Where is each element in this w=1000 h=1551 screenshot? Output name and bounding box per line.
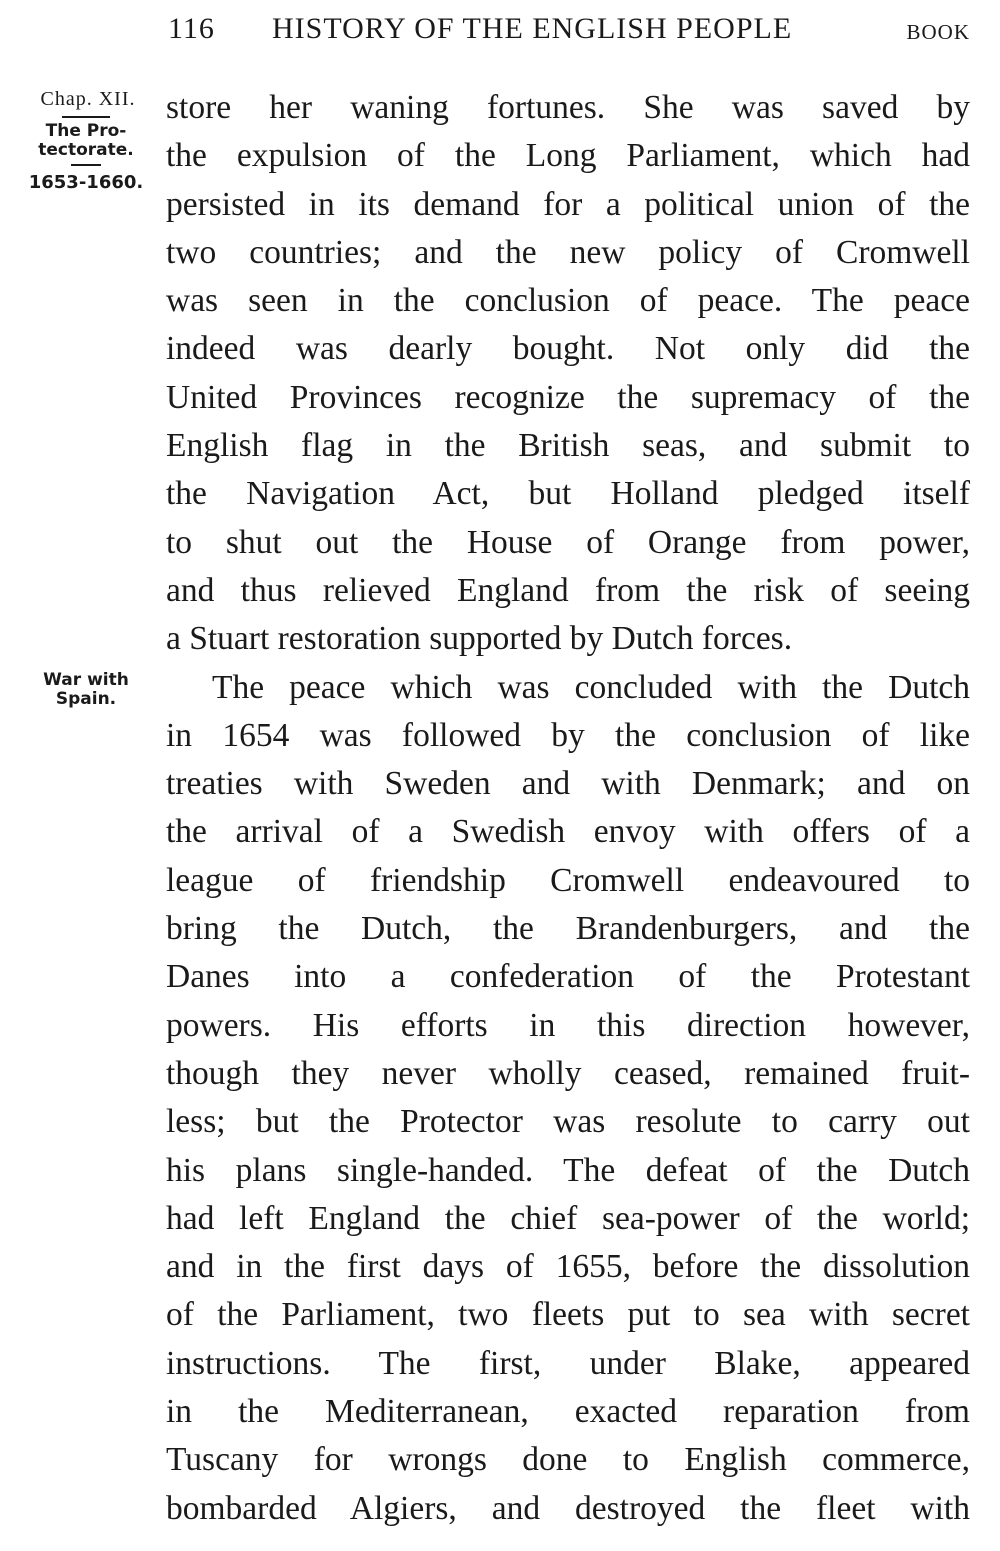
war-note-line-2: Spain. — [55, 689, 117, 709]
text-line: though they never wholly ceased, remained fruit- — [166, 1054, 970, 1092]
text-line: to shut out the House of Orange from power, — [166, 523, 970, 561]
text-line: powers. His efforts in this direction however, — [166, 1006, 970, 1044]
text-line: two countries; and the new policy of Cromwell — [166, 233, 970, 271]
running-title: HISTORY OF THE ENGLISH PEOPLE — [272, 12, 793, 45]
text-line: English flag in the British seas, and submit to — [166, 427, 970, 465]
margin-notes — [16, 88, 156, 194]
running-book-label: BOOK — [906, 20, 970, 44]
text-line: Danes into a confederation of the Protestant — [166, 958, 970, 996]
body-text — [166, 84, 970, 1533]
text-line: his plans single-handed. The defeat of the Dutch — [166, 1151, 970, 1189]
text-line: in the Mediterranean, exacted reparation from — [166, 1393, 970, 1431]
section-note-line-2: tectorate. — [38, 140, 134, 160]
page-number: 116 — [168, 12, 215, 45]
text-line: in 1654 was followed by the conclusion of like — [166, 716, 970, 754]
section-note-line-1: The Pro- — [45, 121, 127, 141]
margin-note-war — [20, 671, 152, 709]
text-line: Tuscany for wrongs done to English commerce, — [166, 1441, 970, 1479]
text-line: of the Parliament, two fleets put to sea with secret — [166, 1296, 970, 1334]
text-line: The peace which was concluded with the Dutch — [212, 668, 970, 706]
text-line: a Stuart restoration supported by Dutch forces. — [166, 620, 793, 658]
text-line: bring the Dutch, the Brandenburgers, and the — [166, 910, 970, 948]
text-line: bombarded Algiers, and destroyed the fleet with — [166, 1489, 970, 1527]
text-line: less; but the Protector was resolute to carry out — [166, 1103, 970, 1141]
running-header — [0, 12, 1000, 52]
text-line: league of friendship Cromwell endeavoured to — [166, 861, 970, 899]
text-line: and thus relieved England from the risk of seeing — [166, 571, 970, 609]
text-line: was seen in the conclusion of peace. The peace — [166, 282, 970, 320]
text-line: treaties with Sweden and with Denmark; and on — [166, 765, 970, 803]
text-line: instructions. The first, under Blake, appeared — [166, 1344, 970, 1382]
text-line: had left England the chief sea-power of the world; — [166, 1199, 970, 1237]
divider — [71, 164, 101, 166]
text-line: and in the first days of 1655, before the dissolution — [166, 1248, 970, 1286]
text-line: the expulsion of the Long Parliament, which had — [166, 137, 970, 175]
text-line: the arrival of a Swedish envoy with offers of a — [166, 813, 970, 851]
text-line: the Navigation Act, but Holland pledged itself — [166, 475, 970, 513]
text-line: United Provinces recognize the supremacy of the — [166, 378, 970, 416]
war-note-line-1: War with — [43, 670, 129, 690]
text-line: indeed was dearly bought. Not only did the — [166, 330, 970, 368]
date-range: 1653-1660. — [28, 172, 144, 193]
chapter-label: Chap. XII. — [40, 88, 136, 110]
text-line: persisted in its demand for a political union of the — [166, 185, 970, 223]
divider — [62, 116, 110, 118]
text-line: store her waning fortunes. She was saved by — [166, 89, 970, 126]
